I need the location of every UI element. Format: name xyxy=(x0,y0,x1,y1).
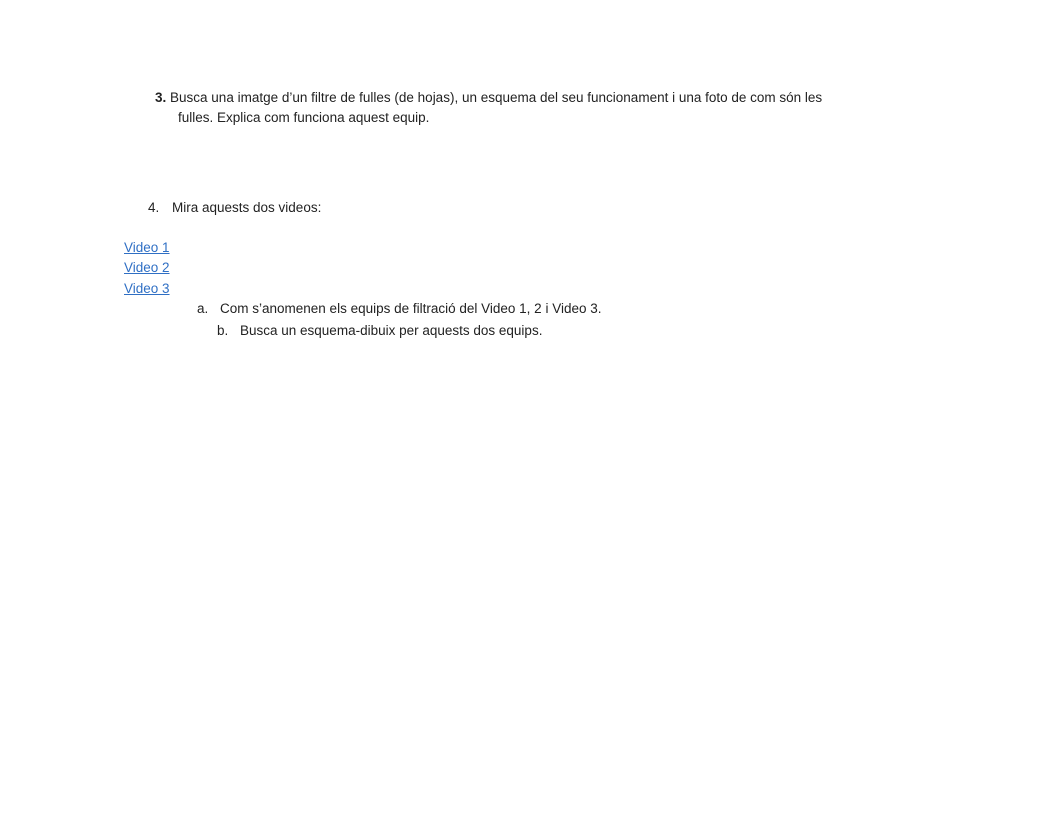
question-3-number: 3. xyxy=(155,90,167,105)
video-1-link[interactable]: Video 1 xyxy=(124,240,170,255)
subitem-b-marker: b. xyxy=(217,323,229,338)
question-4-text: Mira aquests dos videos: xyxy=(172,200,322,215)
question-3-text-line-1: Busca una imatge d’un filtre de fulles (de hojas), un esquema del seu funcionament i una foto de com són les xyxy=(170,90,823,105)
subitem-b xyxy=(217,321,542,341)
question-3-line-2 xyxy=(178,108,429,128)
question-4-number: 4. xyxy=(148,200,160,215)
video-2-link[interactable]: Video 2 xyxy=(124,260,170,275)
subitem-a-text: Com s’anomenen els equips de filtració del Video 1, 2 i Video 3. xyxy=(220,301,602,316)
video-3-link[interactable]: Video 3 xyxy=(124,281,170,296)
subitem-a xyxy=(197,299,602,319)
question-4 xyxy=(148,198,321,218)
question-3-line-1 xyxy=(155,88,822,108)
question-3-text-line-2: fulles. Explica com funciona aquest equip. xyxy=(178,110,430,125)
subitem-a-marker: a. xyxy=(197,301,209,316)
subitem-b-text: Busca un esquema-dibuix per aquests dos equips. xyxy=(240,323,543,338)
